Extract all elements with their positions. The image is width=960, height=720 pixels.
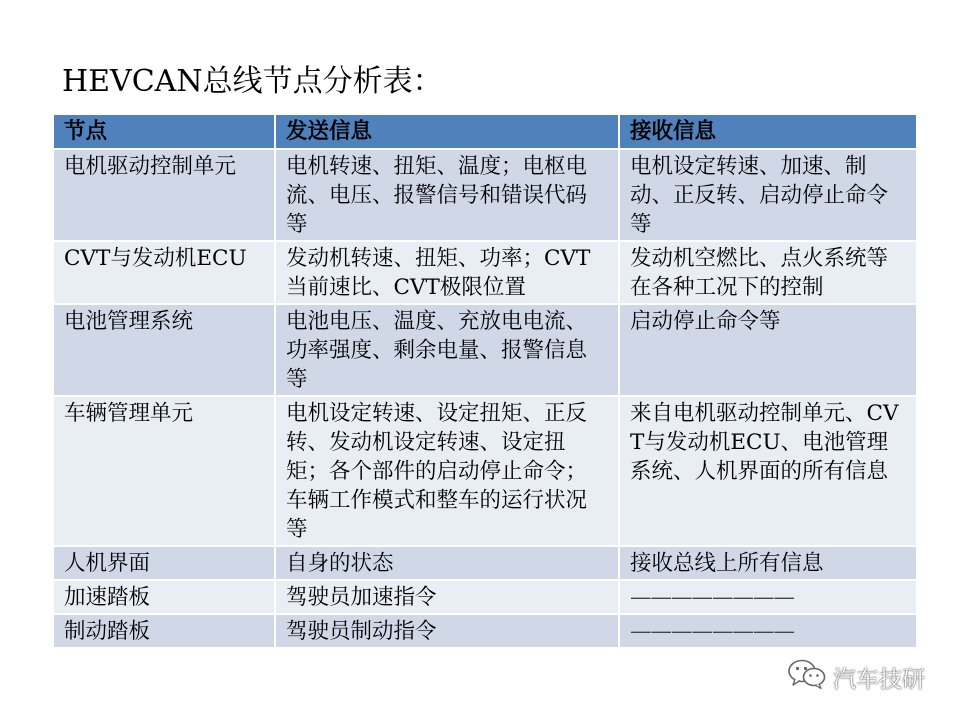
- cell-receive-info: 启动停止命令等: [619, 304, 917, 396]
- cell-receive-info: 电机设定转速、加速、制动、正反转、启动停止命令等: [619, 149, 917, 241]
- page-title: HEVCAN总线节点分析表：: [62, 64, 443, 99]
- wechat-icon: [787, 658, 833, 696]
- cell-node: 电机驱动控制单元: [53, 149, 275, 241]
- table-row: [53, 304, 917, 396]
- cell-send-info: 发动机转速、扭矩、功率；CVT当前速比、CVT极限位置: [275, 241, 619, 304]
- cell-receive-info: 接收总线上所有信息: [619, 546, 917, 580]
- table-row: [53, 546, 917, 580]
- header-node: 节点: [53, 114, 275, 149]
- header-send-info: 发送信息: [275, 114, 619, 149]
- watermark-text: 汽车技研: [833, 666, 925, 693]
- table-row: [53, 580, 917, 614]
- cell-send-info: 自身的状态: [275, 546, 619, 580]
- cell-receive-info: ————————: [619, 614, 917, 648]
- cell-node: CVT与发动机ECU: [53, 241, 275, 304]
- table-row: [53, 241, 917, 304]
- cell-send-info: 驾驶员加速指令: [275, 580, 619, 614]
- table-row: [53, 396, 917, 546]
- cell-receive-info: 发动机空燃比、点火系统等在各种工况下的控制: [619, 241, 917, 304]
- cell-receive-info: 来自电机驱动控制单元、CVT与发动机ECU、电池管理系统、人机界面的所有信息: [619, 396, 917, 546]
- cell-receive-info: ————————: [619, 580, 917, 614]
- cell-node: 制动踏板: [53, 614, 275, 648]
- header-receive-info: 接收信息: [619, 114, 917, 149]
- watermark: [787, 660, 925, 694]
- cell-send-info: 电池电压、温度、充放电电流、功率强度、剩余电量、报警信息等: [275, 304, 619, 396]
- table-row: [53, 614, 917, 648]
- cell-node: 加速踏板: [53, 580, 275, 614]
- cell-node: 人机界面: [53, 546, 275, 580]
- table-row: [53, 149, 917, 241]
- cell-send-info: 驾驶员制动指令: [275, 614, 619, 648]
- cell-send-info: 电机设定转速、设定扭矩、正反转、发动机设定转速、设定扭矩；各个部件的启动停止命令；车辆工作模式和整车的运行状况等: [275, 396, 619, 546]
- cell-node: 电池管理系统: [53, 304, 275, 396]
- node-analysis-table: [52, 113, 918, 649]
- cell-node: 车辆管理单元: [53, 396, 275, 546]
- table-header-row: [53, 114, 917, 149]
- cell-send-info: 电机转速、扭矩、温度；电枢电流、电压、报警信号和错误代码等: [275, 149, 619, 241]
